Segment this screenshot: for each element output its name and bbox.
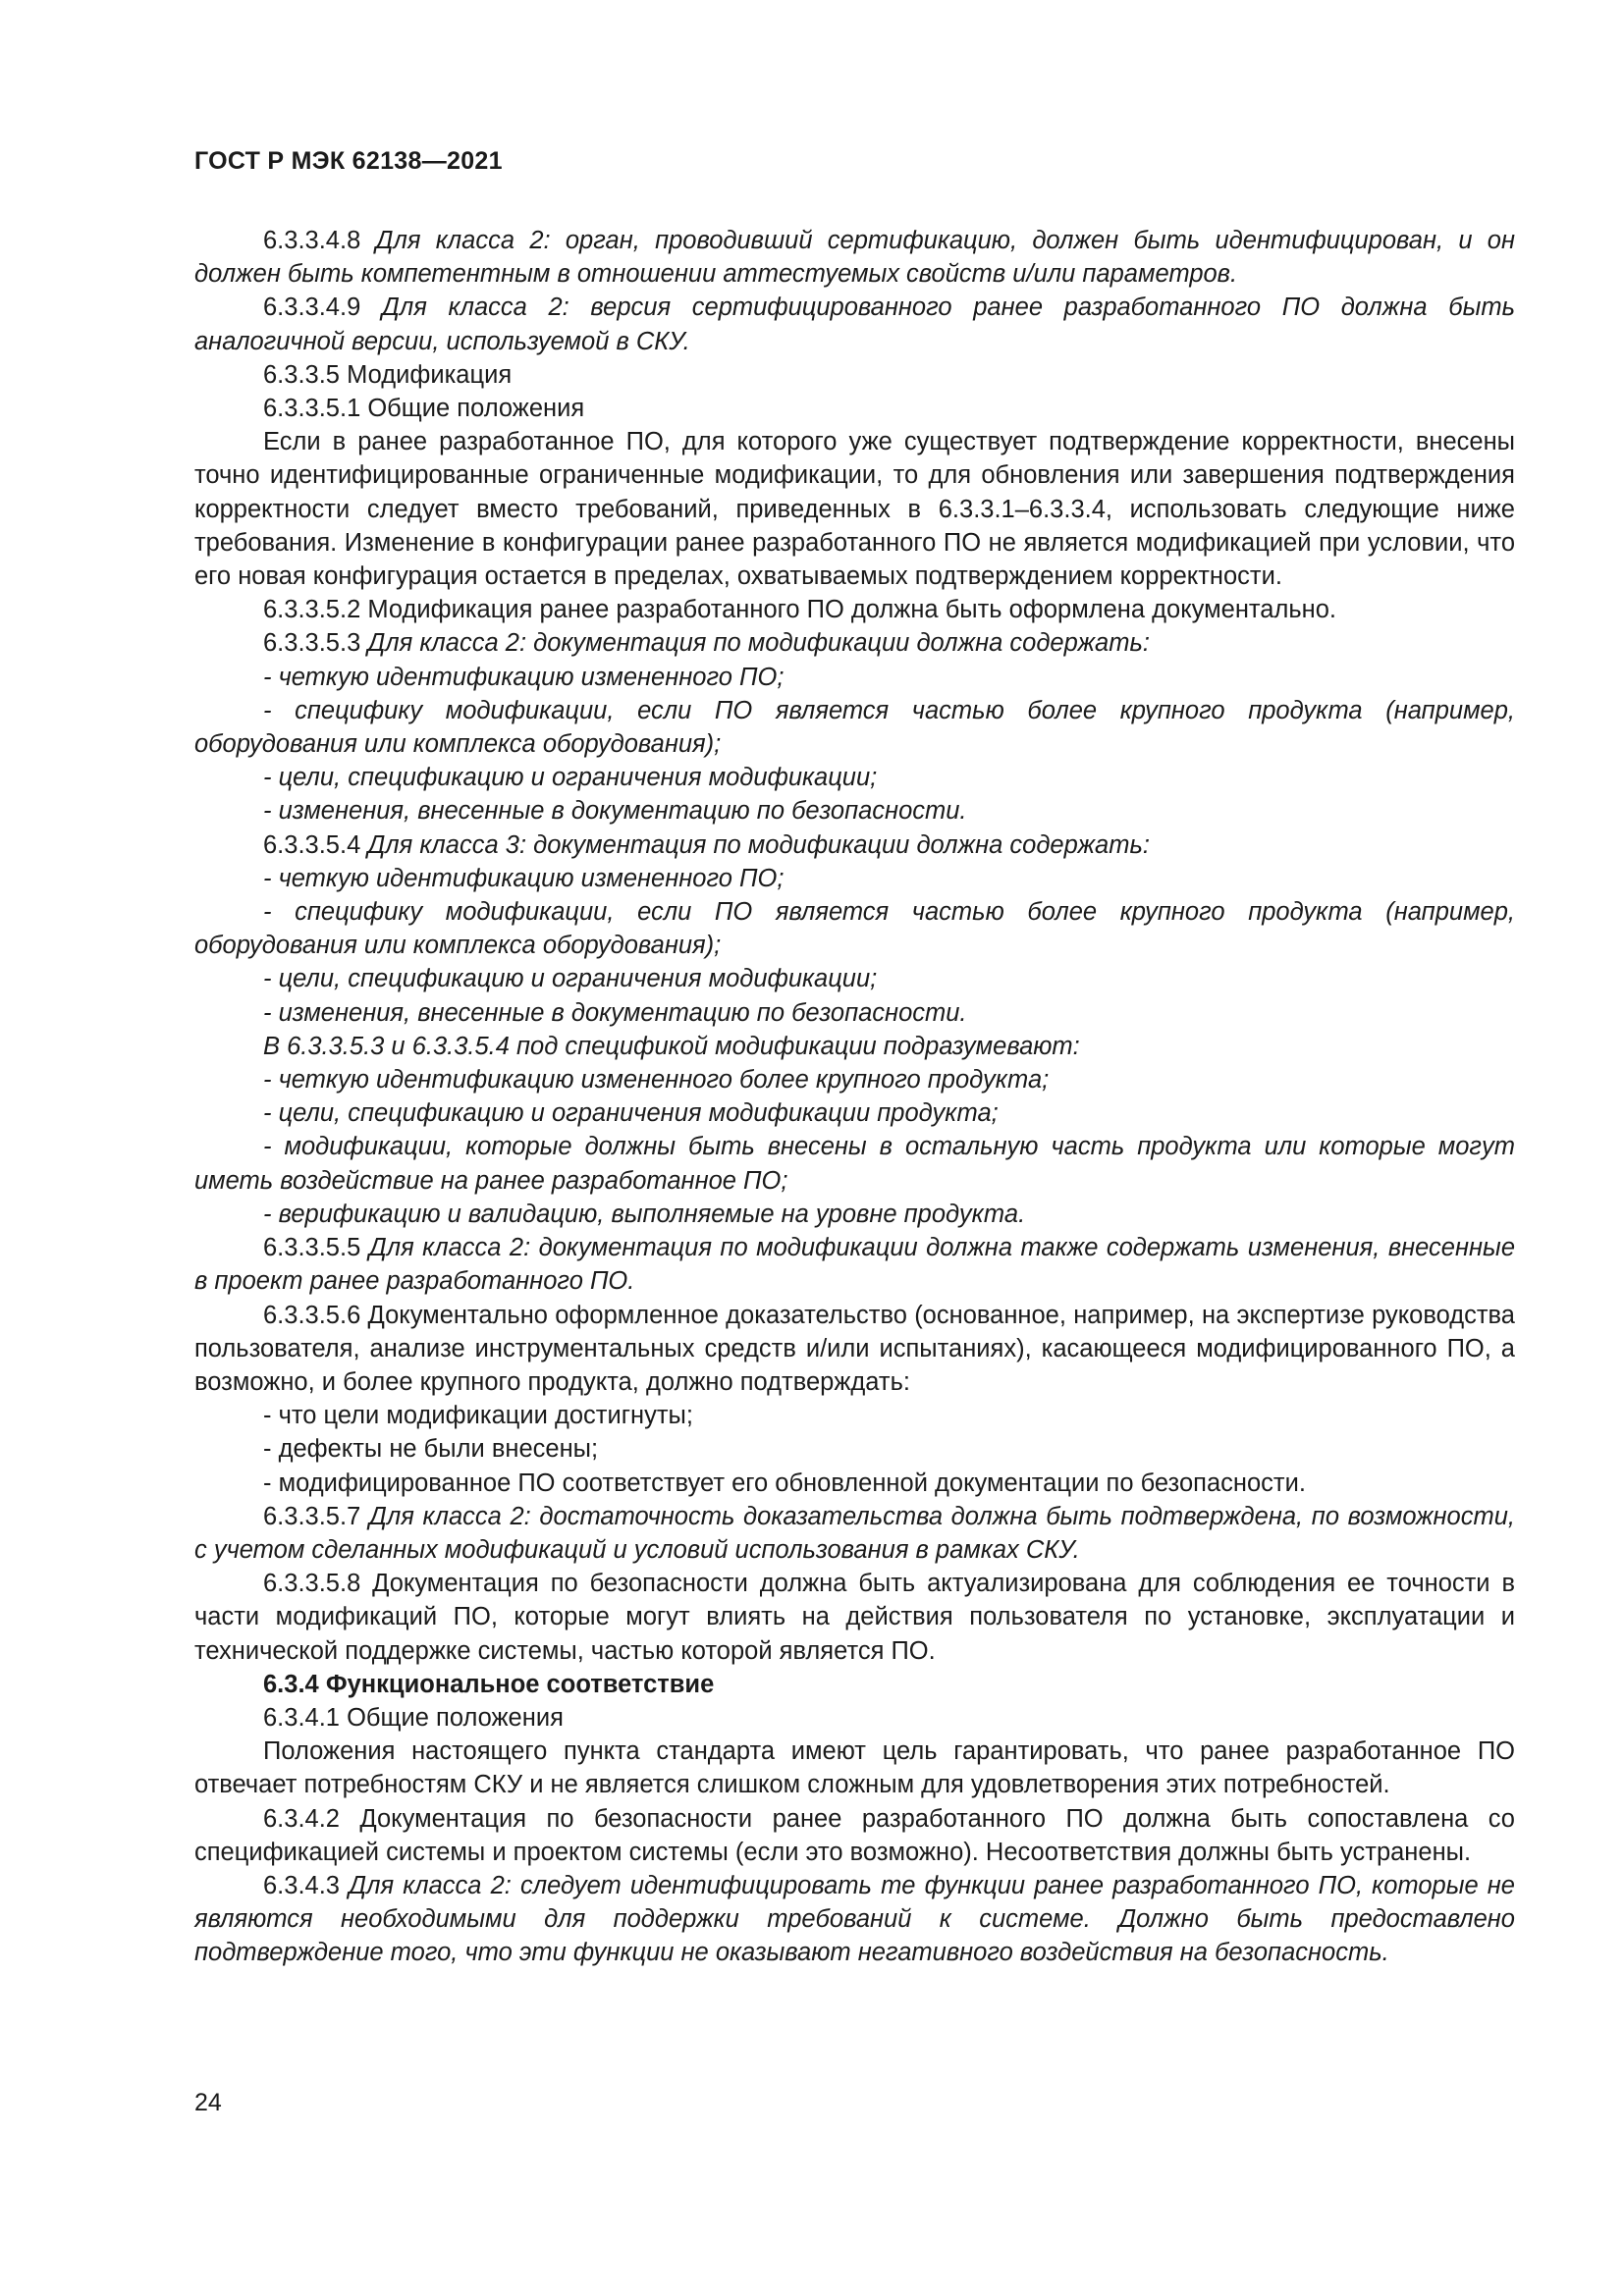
document-header: ГОСТ Р МЭК 62138—2021	[194, 147, 503, 175]
clause-number: 6.3.3.5.6	[263, 1301, 361, 1329]
clause-number: 6.3.4.2	[263, 1804, 340, 1833]
paragraph	[194, 862, 1515, 895]
paragraph	[194, 1668, 1515, 1701]
paragraph	[194, 1869, 1515, 1970]
paragraph-text: Функциональное соответствие	[325, 1670, 715, 1698]
paragraph-text: - верификацию и валидацию, выполняемые на уровне продукта.	[263, 1200, 1026, 1228]
paragraph	[194, 1063, 1515, 1096]
paragraph	[194, 794, 1515, 828]
paragraph-text: Для класса 2: документация по модификации должна также содержать изменения, внесенные в проект ранее разработанного ПО.	[194, 1234, 1515, 1296]
clause-number: 6.3.4.3	[263, 1871, 340, 1899]
paragraph-text: В 6.3.3.5.3 и 6.3.3.5.4 под спецификой модификации подразумевают:	[263, 1032, 1080, 1060]
paragraph-text: - специфику модификации, если ПО является частью более крупного продукта (например, оборудования или комплекса оборудования);	[194, 696, 1515, 759]
paragraph	[194, 761, 1515, 794]
paragraph	[194, 1198, 1515, 1231]
paragraph-text: Модификация ранее разработанного ПО должна быть оформлена документально.	[367, 596, 1336, 624]
paragraph	[194, 291, 1515, 357]
paragraph	[194, 1399, 1515, 1432]
paragraph-text: Если в ранее разработанное ПО, для которого уже существует подтверждение корректности, внесены точно идентифицированные ограниченные модификации, то для обновления или завершения подтверждения корректности следует вместо требований, приведенных в 6.3.3.1–6.3.3.4, использовать следующие ниже требования. Изменение в конфигурации ранее разработанного ПО не является модификацией при условии, что его новая конфигурация остается в пределах, охватываемых подтверждением корректности.	[194, 428, 1515, 591]
paragraph-text: Общие положения	[367, 395, 585, 423]
clause-number: 6.3.3.5.5	[263, 1234, 361, 1262]
paragraph-text: - что цели модификации достигнуты;	[263, 1402, 693, 1430]
paragraph-text: Для класса 2: орган, проводивший сертификацию, должен быть идентифицирован, и он должен быть компетентным в отношении аттестуемых свойств и/или параметров.	[194, 227, 1515, 289]
paragraph-text: Документация по безопасности ранее разработанного ПО должна быть сопоставлена со спецификацией системы и проектом системы (если это возможно). Несоответствия должны быть устранены.	[194, 1804, 1515, 1866]
clause-number: 6.3.3.5.3	[263, 629, 361, 658]
paragraph-text: - изменения, внесенные в документацию по безопасности.	[263, 998, 967, 1027]
paragraph-text: Общие положения	[347, 1703, 564, 1732]
paragraph-text: Для класса 2: следует идентифицировать те функции ранее разработанного ПО, которые не являются необходимыми для поддержки требований к системе. Должно быть предоставлено подтверждение того, что эти функции не оказывают негативного воздействия на безопасность.	[194, 1871, 1515, 1967]
clause-number: 6.3.3.5.7	[263, 1502, 361, 1530]
paragraph-text: Для класса 3: документация по модификации должна содержать:	[367, 830, 1150, 859]
paragraph	[194, 425, 1515, 593]
paragraph	[194, 895, 1515, 962]
paragraph-text: - четкую идентификацию измененного более крупного продукта;	[263, 1066, 1050, 1095]
clause-number: 6.3.3.5.8	[263, 1570, 361, 1598]
paragraph-text: - цели, спецификацию и ограничения модификации продукта;	[263, 1099, 999, 1128]
paragraph-text: Для класса 2: версия сертифицированного ранее разработанного ПО должна быть аналогичной версии, используемой в СКУ.	[194, 294, 1515, 355]
paragraph	[194, 828, 1515, 862]
paragraph	[194, 1231, 1515, 1298]
paragraph	[194, 1735, 1515, 1801]
paragraph-text: - цели, спецификацию и ограничения модификации;	[263, 764, 878, 792]
paragraph	[194, 224, 1515, 291]
document-body	[194, 224, 1515, 1970]
paragraph	[194, 1567, 1515, 1668]
paragraph-text: - четкую идентификацию измененного ПО;	[263, 864, 785, 892]
clause-number: 6.3.3.5.1	[263, 395, 361, 423]
paragraph	[194, 1467, 1515, 1500]
paragraph	[194, 1500, 1515, 1567]
paragraph	[194, 358, 1515, 392]
paragraph	[194, 392, 1515, 425]
clause-number: 6.3.3.4.8	[263, 227, 361, 254]
paragraph-text: - четкую идентификацию измененного ПО;	[263, 663, 785, 691]
paragraph-text: Документально оформленное доказательство (основанное, например, на экспертизе руководства пользователя, анализе инструментальных средств и/или испытаниях), касающееся модифицированного ПО, а возможно, и более крупного продукта, должно подтверждать:	[194, 1301, 1515, 1396]
paragraph	[194, 1432, 1515, 1466]
paragraph-text: Для класса 2: достаточность доказательства должна быть подтверждена, по возможности, с учетом сделанных модификаций и условий использования в рамках СКУ.	[194, 1502, 1515, 1564]
paragraph	[194, 1701, 1515, 1735]
clause-number: 6.3.3.5	[263, 360, 340, 389]
paragraph-text: - специфику модификации, если ПО является частью более крупного продукта (например, оборудования или комплекса оборудования);	[194, 898, 1515, 960]
paragraph-text: - дефекты не были внесены;	[263, 1435, 599, 1464]
paragraph	[194, 1096, 1515, 1130]
paragraph	[194, 996, 1515, 1030]
paragraph-text: Положения настоящего пункта стандарта имеют цель гарантировать, что ранее разработанное ПО отвечает потребностям СКУ и не является слишком сложным для удовлетворения этих потребностей.	[194, 1737, 1515, 1799]
clause-number: 6.3.3.5.2	[263, 596, 361, 624]
clause-number: 6.3.3.5.4	[263, 830, 361, 859]
clause-number: 6.3.4.1	[263, 1703, 340, 1732]
paragraph-text: - изменения, внесенные в документацию по безопасности.	[263, 797, 967, 826]
paragraph	[194, 1030, 1515, 1063]
paragraph	[194, 1130, 1515, 1197]
paragraph	[194, 694, 1515, 761]
paragraph	[194, 1802, 1515, 1869]
paragraph	[194, 593, 1515, 626]
paragraph-text: Для класса 2: документация по модификации должна содержать:	[367, 629, 1150, 658]
paragraph-text: - модификации, которые должны быть внесены в остальную часть продукта или которые могут иметь воздействие на ранее разработанное ПО;	[194, 1133, 1515, 1195]
paragraph-text: - цели, спецификацию и ограничения модификации;	[263, 965, 878, 993]
paragraph	[194, 1299, 1515, 1400]
paragraph-text: Документация по безопасности должна быть актуализирована для соблюдения ее точности в части модификаций ПО, которые могут влиять на действия пользователя по установке, эксплуатации и технической поддержке системы, частью которой является ПО.	[194, 1570, 1515, 1665]
paragraph	[194, 962, 1515, 995]
paragraph-text: - модифицированное ПО соответствует его обновленной документации по безопасности.	[263, 1468, 1306, 1497]
page-number: 24	[194, 2089, 222, 2116]
clause-number: 6.3.4	[263, 1670, 319, 1698]
paragraph	[194, 661, 1515, 694]
paragraph-text: Модификация	[347, 360, 513, 389]
paragraph	[194, 626, 1515, 660]
clause-number: 6.3.3.4.9	[263, 294, 361, 322]
